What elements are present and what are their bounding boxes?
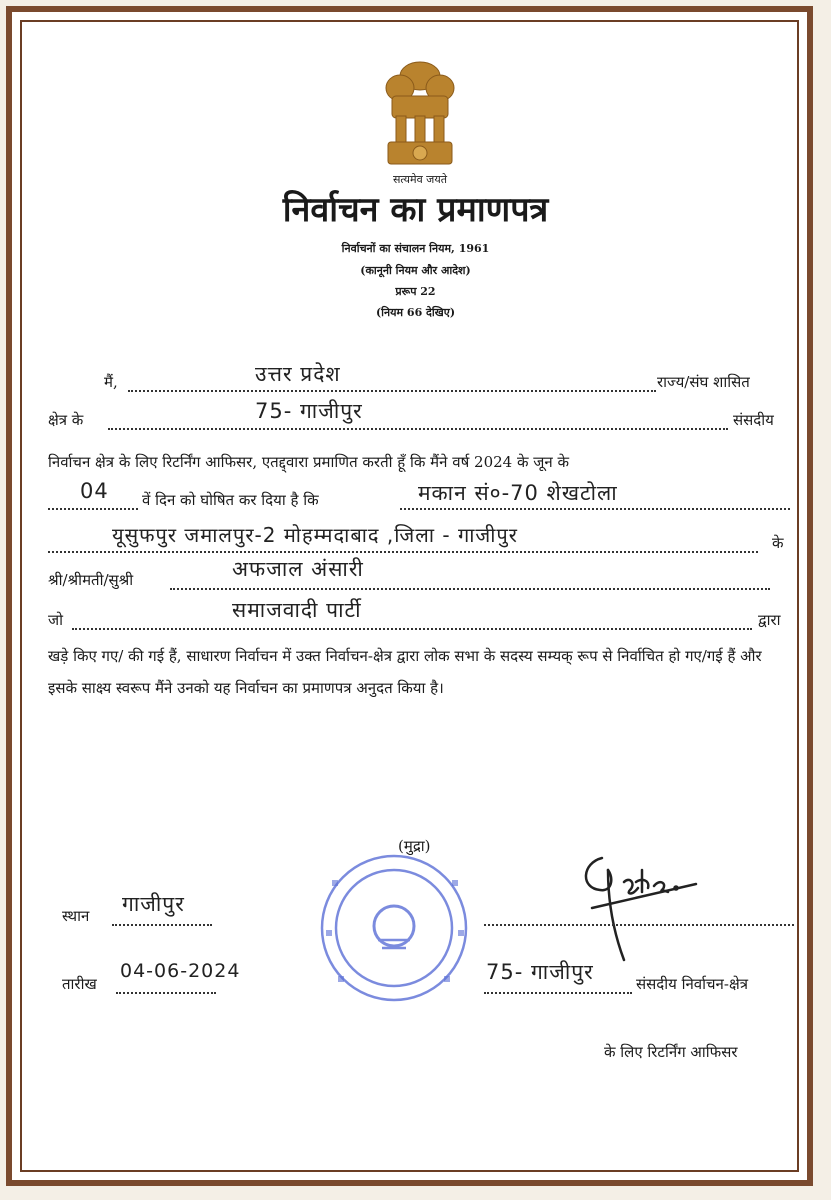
officer-signature-dots [484,906,794,926]
ashoka-emblem-icon [378,58,462,170]
rules-line: निर्वाचनों का संचालन नियम, 1961 [341,242,490,255]
constituency-suffix: संसदीय निर्वाचन-क्षेत्र [636,975,748,993]
jo-label: जो [48,611,64,629]
constituency-value: 75- गाजीपुर [255,399,363,423]
address1-value: मकान सं०-70 शेखटोला [418,481,618,505]
area-label: क्षेत्र के [48,411,84,429]
emblem-motto: सत्यमेव जयते [392,173,447,186]
candidate-name: अफजाल अंसारी [232,557,364,581]
seal-label: (मुद्रा) [398,837,431,855]
day-suffix: वें दिन को घोषित कर दिया है कि [142,491,319,509]
day-value: 04 [80,479,109,503]
parliamentary-label: संसदीय [733,411,774,429]
officer-constituency-value: 75- गाजीपुर [486,960,594,984]
state-value: उत्तर प्रदेश [255,362,341,386]
date-label: तारीख [62,975,97,993]
place-label: स्थान [62,907,90,925]
i-label: मैं, [104,373,118,391]
returning-officer-label: के लिए रिटर्निंग आफिसर [604,1043,738,1061]
state-suffix: राज्य/संघ शासित [657,373,750,391]
party-name: समाजवादी पार्टी [232,598,362,622]
declaration-text: खड़े किए गए/ की गई हैं, साधारण निर्वाचन में उक्त निर्वाचन-क्षेत्र द्वारा लोक सभा के सदस्य सम्यक् रूप से निर्वाचित हो गए/गई हैं और इसके साक्ष्य स्वरूप मैंने उनको यह निर्वाचन का प्रमाणपत्र अनुदत किया है। [48,647,762,697]
state-dots [128,372,656,392]
honorific-label: श्री/श्रीमती/सुश्री [48,571,134,589]
certificate-title: निर्वाचन का प्रमाणपत्र [282,190,549,230]
certify-text: निर्वाचन क्षेत्र के लिए रिटर्निंग आफिसर, एतद्द्वारा प्रमाणित करती हूँ कि मैंने वर्ष 2024 के जून के [48,453,569,471]
constituency-dots [108,410,728,430]
dwara-label: द्वारा [758,611,781,629]
form-line: प्ररूप 22 [395,285,436,298]
date-value: 04-06-2024 [120,960,241,982]
see-rule-line: (नियम 66 देखिए) [375,306,456,319]
place-value: गाजीपुर [122,892,185,916]
official-seal-stamp [312,840,477,1010]
of-label: के [772,534,784,552]
party-dots [72,610,752,630]
address2-value: यूसुफपुर जमालपुर-2 मोहम्मदाबाद ,जिला - गाजीपुर [112,523,518,547]
law-line: (कानूनी नियम और आदेश) [360,264,471,277]
